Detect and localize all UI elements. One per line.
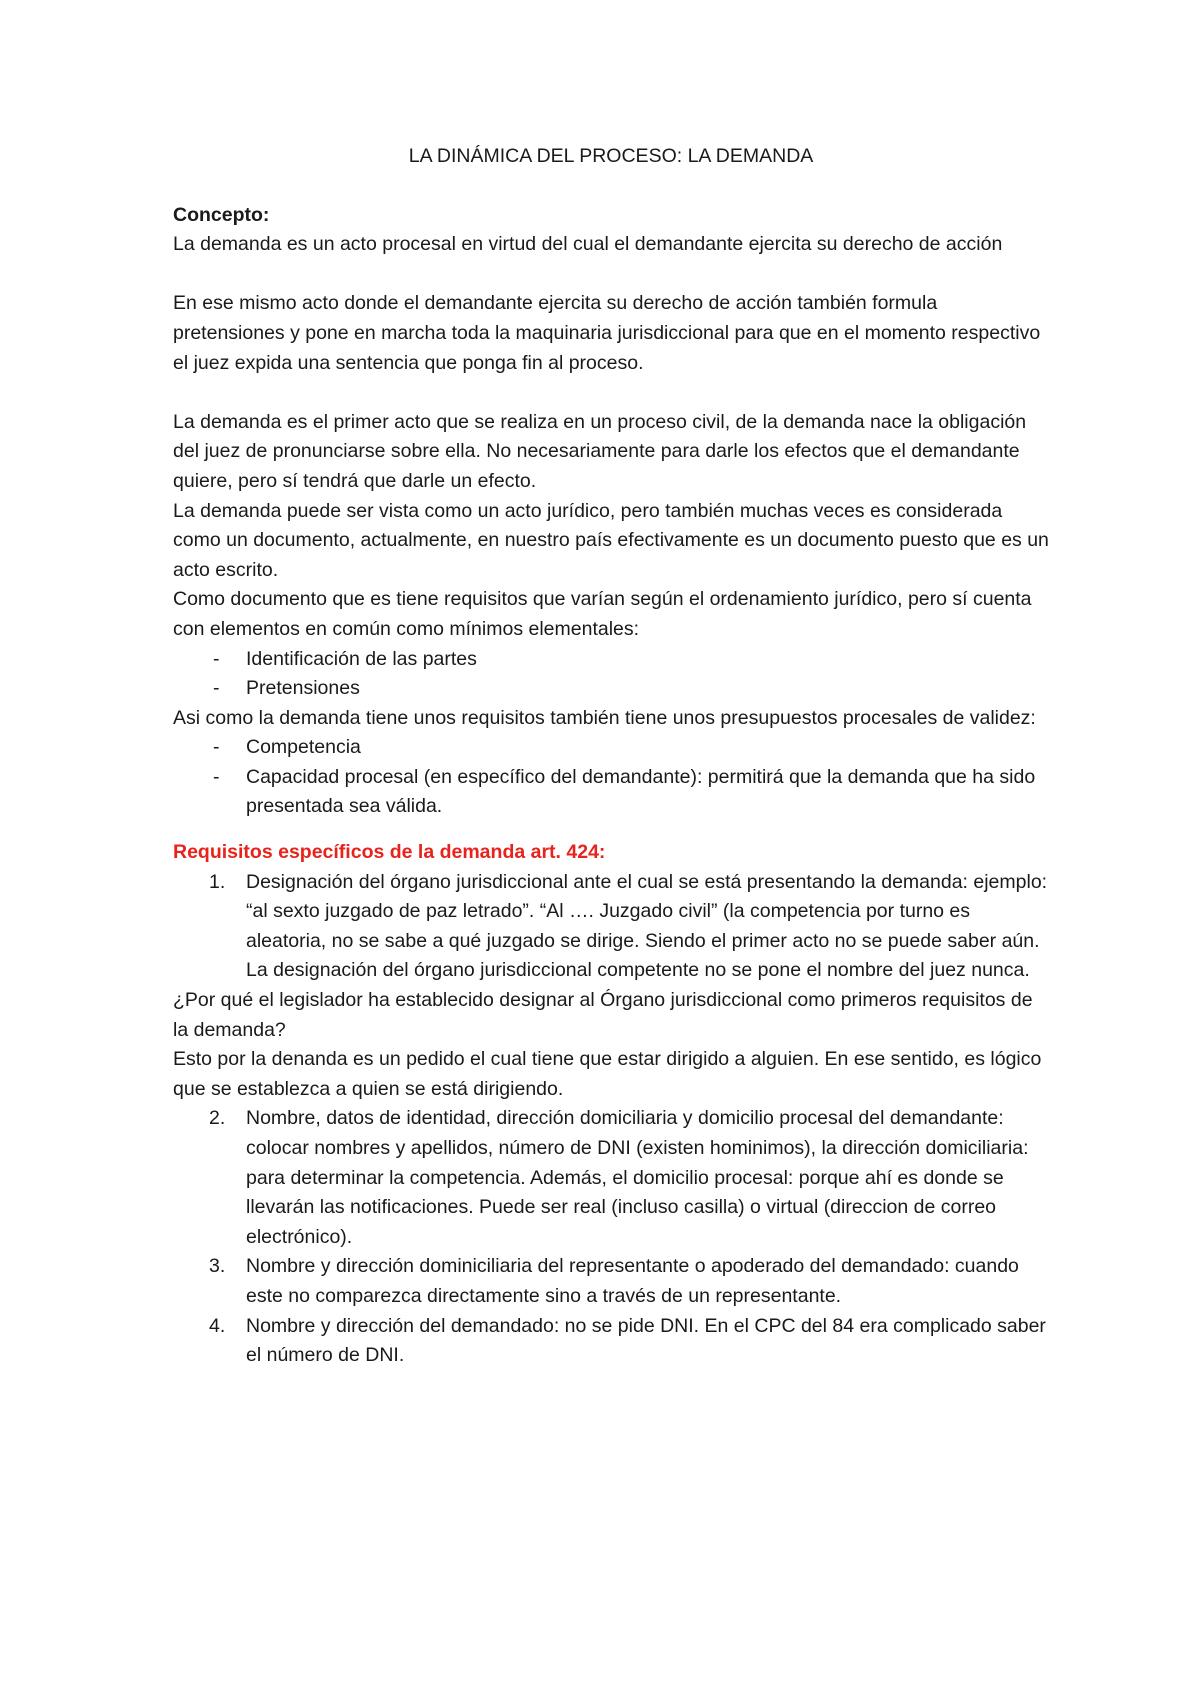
item-number: 1. xyxy=(209,870,226,893)
paragraph: En ese mismo acto donde el demandante ejercita su derecho de acción también formula pretensiones y pone en marcha toda la maquinaria jurisdiccional para que en el momento respectivo el juez expida una sentencia que ponga fin al proceso. xyxy=(173,292,1041,374)
list-item xyxy=(173,674,1053,704)
paragraph: Como documento que es tiene requisitos que varían según el ordenamiento jurídico, pero sí cuenta con elementos en común como mínimos elementales: xyxy=(173,588,1032,640)
list-item xyxy=(173,645,1053,675)
requirement-text: Nombre y dirección dominiciliaria del representante o apoderado del demandado: cuando este no comparezca directamente sino a través de un representante. xyxy=(246,1255,1019,1307)
requirement-text: Designación del órgano jurisdiccional ante el cual se está presentando la demanda: ejemplo: “al sexto juzgado de paz letrado”. “Al …. Juzgado civil” (la competencia por turno es aleatoria, no se sabe a qué juzgado se dirige. Siendo el primer acto no se puede saber aún. La designación del órgano jurisdiccional competente no se pone el nombre del juez nunca. xyxy=(246,870,1048,982)
requirement-text: Nombre, datos de identidad, dirección domiciliaria y domicilio procesal del demandante: colocar nombres y apellidos, número de DNI (existen hominimos), la dirección domiciliaria: para determinar la competencia. Además, el domicilio procesal: porque ahí es donde se llevarán las notificaciones. Puede ser real (incluso casilla) o virtual (direccion de correo electrónico). xyxy=(246,1107,1029,1248)
requirement-item xyxy=(173,1252,1053,1311)
answer-paragraph: Esto por la denanda es un pedido el cual tiene que estar dirigido a alguien. En ese sentido, es lógico que se establezca a quien se está dirigiendo. xyxy=(173,1048,1042,1100)
item-number: 4. xyxy=(209,1314,226,1337)
list-item-text: Capacidad procesal (en específico del demandante): permitirá que la demanda que ha sido presentada sea válida. xyxy=(246,765,1036,818)
list-dash: - xyxy=(213,677,220,700)
paragraph-gap xyxy=(173,378,1053,408)
list-item-text: Identificación de las partes xyxy=(246,647,477,670)
paragraph-gap xyxy=(173,260,1053,290)
list-dash: - xyxy=(213,765,220,788)
list-dash: - xyxy=(213,647,220,670)
paragraph: La demanda es el primer acto que se realiza en un proceso civil, de la demanda nace la obligación del juez de pronunciarse sobre ella. No necesariamente para darle los efectos que el demandante quiere, pero sí tendrá que darle un efecto. xyxy=(173,410,1027,492)
requirement-item xyxy=(173,868,1053,986)
document-body xyxy=(173,142,1053,1371)
list-item xyxy=(173,733,1053,763)
paragraph: Asi como la demanda tiene unos requisitos también tiene unos presupuestos procesales de validez: xyxy=(173,706,1036,729)
requirements-list-part-1 xyxy=(173,868,1053,986)
requirement-item xyxy=(173,1312,1053,1371)
list-item-text: Pretensiones xyxy=(246,677,360,700)
item-number: 3. xyxy=(209,1255,226,1278)
requirements-list-part-2 xyxy=(173,1104,1053,1370)
paragraph: La demanda es un acto procesal en virtud del cual el demandante ejercita su derecho de acción xyxy=(173,233,1003,256)
elements-list xyxy=(173,645,1053,704)
document-title: LA DINÁMICA DEL PROCESO: LA DEMANDA xyxy=(408,145,814,167)
requirement-text: Nombre y dirección del demandado: no se pide DNI. En el CPC del 84 era complicado saber el número de DNI. xyxy=(246,1314,1046,1367)
list-item xyxy=(173,763,1053,822)
question-paragraph: ¿Por qué el legislador ha establecido designar al Órgano jurisdiccional como primeros requisitos de la demanda? xyxy=(173,989,1033,1041)
list-item-text: Competencia xyxy=(246,736,361,759)
concept-heading: Concepto: xyxy=(173,203,270,226)
presupuestos-list xyxy=(173,733,1053,822)
requirement-item xyxy=(173,1104,1053,1252)
list-dash: - xyxy=(213,736,220,759)
requirements-heading: Requisitos específicos de la demanda art. 424: xyxy=(173,841,606,864)
paragraph: La demanda puede ser vista como un acto jurídico, pero también muchas veces es considerada como un documento, actualmente, en nuestro país efectivamente es un documento puesto que es un acto escrito. xyxy=(173,499,1049,581)
item-number: 2. xyxy=(209,1107,226,1130)
